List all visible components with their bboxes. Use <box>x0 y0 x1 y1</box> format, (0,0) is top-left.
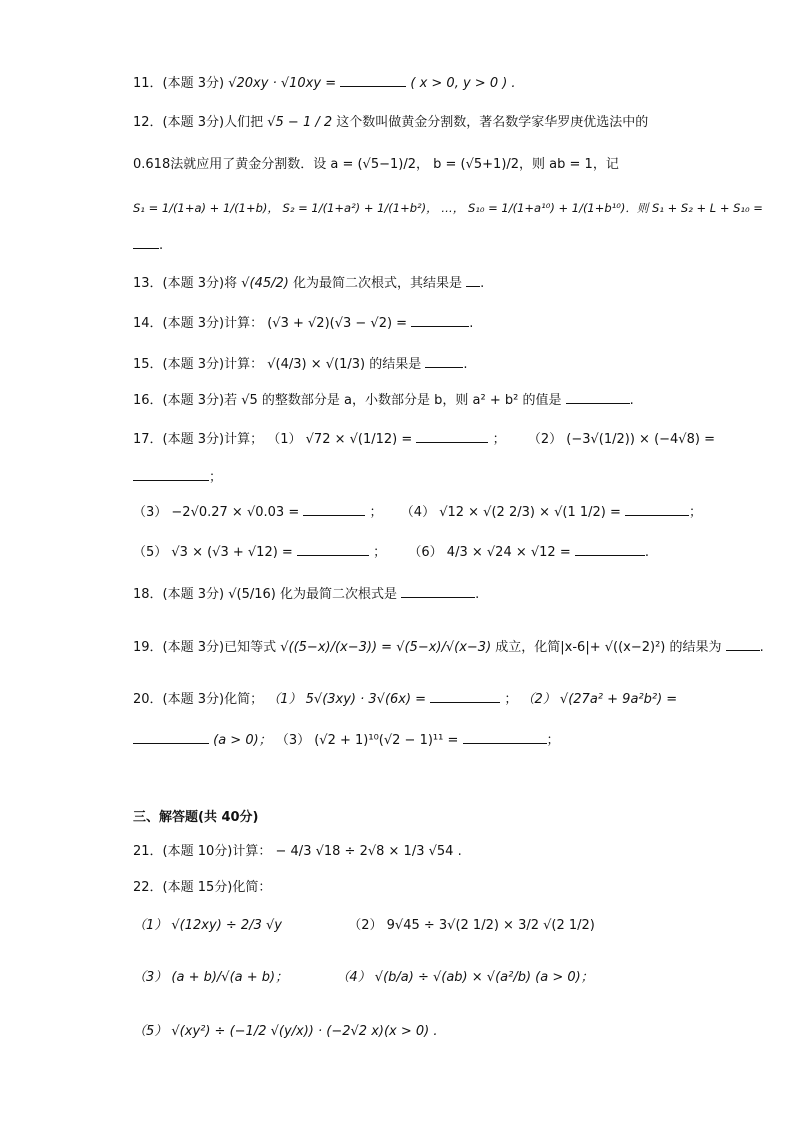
question-17-line-1 <box>133 428 715 450</box>
question-13-text: 化为最简二次根式，其结果是 <box>293 276 463 291</box>
answer-blank-14[interactable] <box>411 312 469 327</box>
answer-blank-17-4[interactable] <box>625 501 689 516</box>
question-18-text: 化为最简二次根式是 <box>280 587 398 602</box>
answer-blank-17-3[interactable] <box>303 501 365 516</box>
question-15-text: 的结果是 <box>369 357 422 372</box>
question-12-text-2: 0.618法就应用了黄金分割数．设 a = (√5−1)/2， b = (√5+1)/2，则 ab = 1，记 <box>133 157 619 172</box>
question-20-prefix: 20．(本题 3分)化简； <box>133 692 264 707</box>
question-17-line-3 <box>133 501 703 523</box>
question-20-part-3: （3） (√2 + 1)¹⁰(√2 − 1)¹¹ = <box>275 733 459 748</box>
question-18 <box>133 583 694 605</box>
question-18-prefix: 18．(本题 3分) <box>133 587 225 602</box>
question-12-line-3 <box>133 198 763 218</box>
question-13-prefix: 13．(本题 3分)将 <box>133 276 238 291</box>
question-22-line-1 <box>133 916 694 936</box>
answer-blank-20-3[interactable] <box>463 729 547 744</box>
question-15 <box>133 353 694 375</box>
question-19-text: 成立，化简|x-6|+ √((x−2)²) 的结果为 <box>495 640 722 655</box>
answer-blank-19[interactable] <box>726 636 760 651</box>
answer-blank-18[interactable] <box>401 583 475 598</box>
question-18-end: . <box>475 587 480 602</box>
question-20-part-2: （2） √(27a² + 9a²b²) = <box>521 692 678 707</box>
answer-blank-17-1[interactable] <box>416 428 488 443</box>
question-12-text-3: S₁ = 1/(1+a) + 1/(1+b)， S₂ = 1/(1+a²) + 1/(1+b²)， …， S₁₀ = 1/(1+a¹⁰) + 1/(1+b¹⁰)．则 S₁ + S₂ + L + S₁₀ = <box>133 201 763 215</box>
question-12-prefix: 12．(本题 3分)人们把 <box>133 115 264 130</box>
question-22-part-1: （1） √(12xy) ÷ 2/3 √y <box>133 918 282 933</box>
question-19 <box>133 636 764 658</box>
question-17-part-2: （2） (−3√(1/2)) × (−4√8) = <box>527 432 715 447</box>
question-17-part-1: （1） √72 × √(1/12) = <box>267 432 413 447</box>
question-12-end: . <box>159 238 164 253</box>
question-17-semi-1: ； <box>492 432 506 447</box>
question-22-line-2 <box>133 968 694 988</box>
question-17-line-2 <box>133 466 694 488</box>
question-12-text-1: 这个数叫做黄金分割数，著名数学家华罗庚优选法中的 <box>336 115 649 130</box>
question-21 <box>133 842 694 862</box>
question-12-line-2 <box>133 155 694 175</box>
answer-blank-11[interactable] <box>340 72 406 87</box>
question-13-end: . <box>480 276 485 291</box>
question-22-prefix: 22．(本题 15分)化简： <box>133 880 272 895</box>
question-16 <box>133 389 694 411</box>
question-19-prefix: 19．(本题 3分)已知等式 <box>133 640 277 655</box>
question-17-line-4 <box>133 541 694 563</box>
question-11-prefix: 11．(本题 3分) <box>133 76 225 91</box>
question-15-end: . <box>463 357 468 372</box>
question-12-line-4 <box>133 234 694 256</box>
question-15-expr: √(4/3) × √(1/3) <box>267 357 366 372</box>
question-17-part-6: （6） 4/3 × √24 × √12 = <box>408 545 571 560</box>
question-15-prefix: 15．(本题 3分)计算： <box>133 357 264 372</box>
question-13 <box>133 272 694 294</box>
question-17-semi-5: ； <box>373 545 387 560</box>
question-14-expr: (√3 + √2)(√3 − √2) = <box>267 316 408 331</box>
answer-blank-17-5[interactable] <box>297 541 369 556</box>
question-17-semi-4: ； <box>689 505 703 520</box>
question-17-prefix: 17．(本题 3分)计算； <box>133 432 264 447</box>
question-17-semi-3: ； <box>369 505 383 520</box>
question-13-expr: √(45/2) <box>241 276 289 291</box>
question-20-cond: (a > 0)； <box>213 733 272 748</box>
question-17-dot: . <box>644 545 650 560</box>
answer-blank-12[interactable] <box>133 234 159 249</box>
answer-blank-13[interactable] <box>466 272 480 287</box>
question-22-part-2: （2） 9√45 ÷ 3√(2 1/2) × 3/2 √(2 1/2) <box>348 918 595 933</box>
question-20-line-1 <box>133 688 694 710</box>
question-20-line-2 <box>133 729 694 751</box>
answer-blank-20-1[interactable] <box>430 688 500 703</box>
answer-blank-20-2[interactable] <box>133 729 209 744</box>
question-19-end: . <box>759 640 764 655</box>
question-17-part-5: （5） √3 × (√3 + √12) = <box>133 545 293 560</box>
question-17-part-4: （4） √12 × √(2 2/3) × √(1 1/2) = <box>400 505 621 520</box>
golden-ratio-fraction: √5 − 1 / 2 <box>267 115 333 130</box>
question-14-end: . <box>469 316 474 331</box>
question-14 <box>133 312 694 334</box>
answer-blank-17-2[interactable] <box>133 466 209 481</box>
question-21-expr: − 4/3 √18 ÷ 2√8 × 1/3 √54 . <box>275 844 462 859</box>
question-16-text: √5 的整数部分是 a，小数部分是 b，则 a² + b² 的值是 <box>241 393 562 408</box>
question-22 <box>133 878 694 898</box>
question-20-semi-3: ； <box>546 733 560 748</box>
question-16-prefix: 16．(本题 3分)若 <box>133 393 238 408</box>
answer-blank-15[interactable] <box>425 353 463 368</box>
question-17-part-3: （3） −2√0.27 × √0.03 = <box>133 505 300 520</box>
question-20-part-1: （1） 5√(3xy) · 3√(6x) = <box>267 692 427 707</box>
answer-blank-17-6[interactable] <box>575 541 645 556</box>
question-17-semi-2: ； <box>209 470 223 485</box>
question-11-cond: ( x > 0, y > 0 ) . <box>410 76 516 91</box>
question-12-line-1 <box>133 113 694 133</box>
question-22-line-3 <box>133 1022 694 1042</box>
question-22-part-4: （4） √(b/a) ÷ √(ab) × √(a²/b) (a > 0)； <box>336 970 594 985</box>
question-22-part-3: （3） (a + b)/√(a + b)； <box>133 970 289 985</box>
question-20-semi-1: ； <box>504 692 518 707</box>
section-3-title: 三、解答题(共 40分) <box>133 810 259 825</box>
question-11 <box>133 72 694 94</box>
answer-blank-16[interactable] <box>566 389 630 404</box>
question-16-end: . <box>629 393 634 408</box>
question-22-part-5: （5） √(xy²) ÷ (−1/2 √(y/x)) · (−2√2 x)(x > 0) . <box>133 1024 438 1039</box>
question-21-prefix: 21．(本题 10分)计算： <box>133 844 272 859</box>
question-14-prefix: 14．(本题 3分)计算： <box>133 316 264 331</box>
question-19-expr: √((5−x)/(x−3)) = √(5−x)/√(x−3) <box>280 640 492 655</box>
question-11-expr: √20xy · √10xy = <box>228 76 337 91</box>
question-18-expr: √(5/16) <box>228 587 276 602</box>
